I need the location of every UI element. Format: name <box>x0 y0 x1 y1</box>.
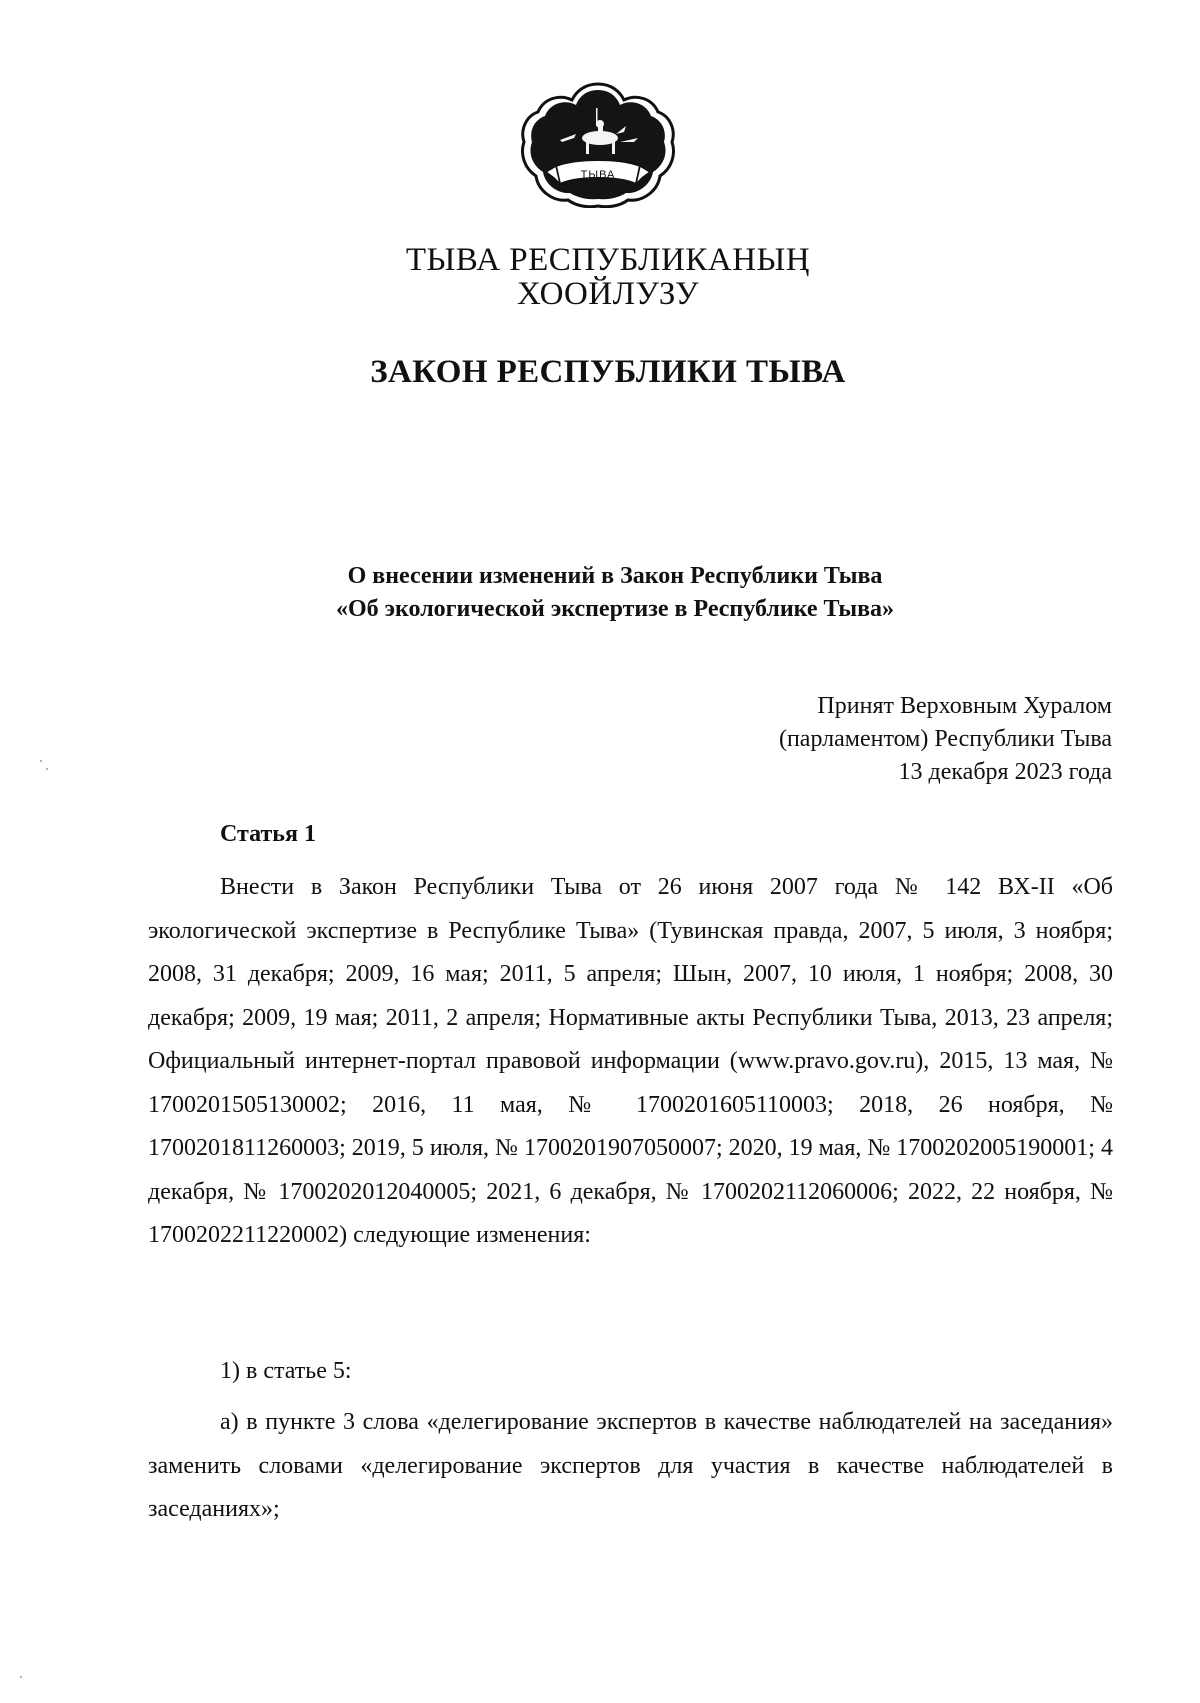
scan-dot <box>20 1676 22 1678</box>
article-subitem: а) в пункте 3 слова «делегирование экспертов в качестве наблюдателей на заседания» заменить словами «делегирование экспертов для участия в качестве наблюдателей в заседаниях»; <box>148 1409 1113 1522</box>
emblem-label: ТЫВА <box>580 169 616 181</box>
heading-tyvan-line2: ХООЙЛУЗУ <box>516 276 700 312</box>
heading-tyvan <box>0 243 1200 311</box>
scan-dot <box>40 760 42 762</box>
emblem-icon <box>520 80 676 208</box>
scan-dot <box>46 768 48 770</box>
law-title <box>0 560 1200 626</box>
law-title-line1: О внесении изменений в Закон Республики Тыва <box>347 563 883 589</box>
adoption-line2: (парламентом) Республики Тыва <box>778 726 1112 752</box>
adoption-block <box>779 690 1112 789</box>
law-title-line2: «Об экологической экспертизе в Республике Тыва» <box>335 596 895 622</box>
article-paragraph: Внести в Закон Республики Тыва от 26 июня 2007 года № 142 ВХ-II «Об экологической экспертизе в Республике Тыва» (Тувинская правда, 2007, 5 июля, 3 ноября; 2008, 31 декабря; 2009, 16 мая; 2011, 5 апреля; Шын, 2007, 10 июля, 1 ноября; 2008, 30 декабря; 2009, 19 мая; 2011, 2 апреля; Нормативные акты Республики Тыва, 2013, 23 апреля; Официальный интернет-портал правовой информации (www.pravo.gov.ru), 2015, 13 мая, № 1700201505130002; 2016, 11 мая, № 1700201605110003; 2018, 26 ноября, № 1700201811260003; 2019, 5 июля, № 1700201907050007; 2020, 19 мая, № 1700202005190001; 4 декабря, № 1700202012040005; 2021, 6 декабря, № 1700202112060006; 2022, 22 ноября, № 1700202211220002) следующие изменения: <box>148 874 1113 1248</box>
heading-russian: ЗАКОН РЕСПУБЛИКИ ТЫВА <box>370 354 846 390</box>
article-item: 1) в статье 5: <box>220 1358 352 1384</box>
heading-tyvan-line1: ТЫВА РЕСПУБЛИКАНЫҢ <box>405 242 811 278</box>
adoption-line1: Принят Верховным Хуралом <box>817 693 1112 719</box>
article-heading: Статья 1 <box>220 821 316 847</box>
adoption-date: 13 декабря 2023 года <box>898 759 1112 785</box>
